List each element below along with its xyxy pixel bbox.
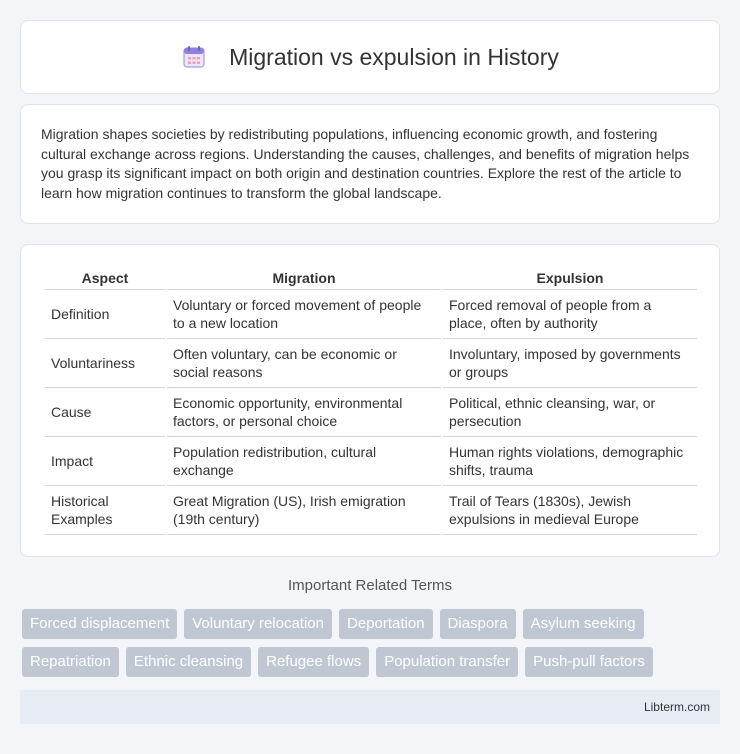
table-cell-migration: Great Migration (US), Irish emigration (19th century)	[167, 486, 441, 535]
table-row	[45, 339, 697, 388]
related-terms-title: Important Related Terms	[288, 577, 452, 594]
table-row	[45, 388, 697, 437]
page-title: Migration vs expulsion in History	[229, 43, 559, 70]
comparison-card	[20, 244, 720, 557]
table-cell-expulsion: Forced removal of people from a place, often by authority	[443, 290, 697, 339]
term-tag[interactable]: Refugee flows	[258, 647, 369, 677]
term-tag[interactable]: Asylum seeking	[523, 609, 644, 639]
table-cell-migration: Economic opportunity, environmental factors, or personal choice	[167, 388, 441, 437]
footer	[20, 690, 720, 724]
term-tag[interactable]: Diaspora	[440, 609, 516, 639]
intro-text: Migration shapes societies by redistributing populations, influencing economic growth, and fostering cultural exchange across regions. Understanding the causes, challenges, and benefits of migration helps you grasp its significant impact on both origin and destination countries. Explore the rest of the article to learn how migration continues to transform the global landscape.	[41, 126, 690, 201]
term-tag[interactable]: Ethnic cleansing	[126, 647, 251, 677]
table-row	[45, 437, 697, 486]
comparison-table	[43, 265, 699, 535]
term-tag[interactable]: Voluntary relocation	[184, 609, 332, 639]
table-cell-aspect: Impact	[45, 437, 165, 486]
table-cell-migration: Often voluntary, can be economic or social reasons	[167, 339, 441, 388]
footer-site-link[interactable]: Libterm.com	[643, 700, 710, 714]
term-tag[interactable]: Deportation	[339, 609, 433, 639]
table-row	[45, 290, 697, 339]
column-header-aspect: Aspect	[45, 265, 165, 290]
table-row	[45, 486, 697, 535]
column-header-expulsion: Expulsion	[443, 265, 697, 290]
table-cell-expulsion: Involuntary, imposed by governments or groups	[443, 339, 697, 388]
table-cell-expulsion: Human rights violations, demographic shifts, trauma	[443, 437, 697, 486]
term-tag[interactable]: Repatriation	[22, 647, 119, 677]
table-cell-aspect: Definition	[45, 290, 165, 339]
header-card	[20, 20, 720, 94]
table-header-row	[45, 265, 697, 290]
column-header-migration: Migration	[167, 265, 441, 290]
table-cell-expulsion: Political, ethnic cleansing, war, or persecution	[443, 388, 697, 437]
term-tag[interactable]: Push-pull factors	[525, 647, 653, 677]
related-terms-list	[22, 609, 722, 677]
term-tag[interactable]: Population transfer	[376, 647, 518, 677]
table-cell-aspect: Historical Examples	[45, 486, 165, 535]
table-cell-expulsion: Trail of Tears (1830s), Jewish expulsions in medieval Europe	[443, 486, 697, 535]
table-cell-migration: Population redistribution, cultural exchange	[167, 437, 441, 486]
term-tag[interactable]: Forced displacement	[22, 609, 177, 639]
calendar-icon	[181, 44, 207, 70]
intro-card	[20, 104, 720, 224]
table-cell-migration: Voluntary or forced movement of people to a new location	[167, 290, 441, 339]
table-cell-aspect: Cause	[45, 388, 165, 437]
table-cell-aspect: Voluntariness	[45, 339, 165, 388]
